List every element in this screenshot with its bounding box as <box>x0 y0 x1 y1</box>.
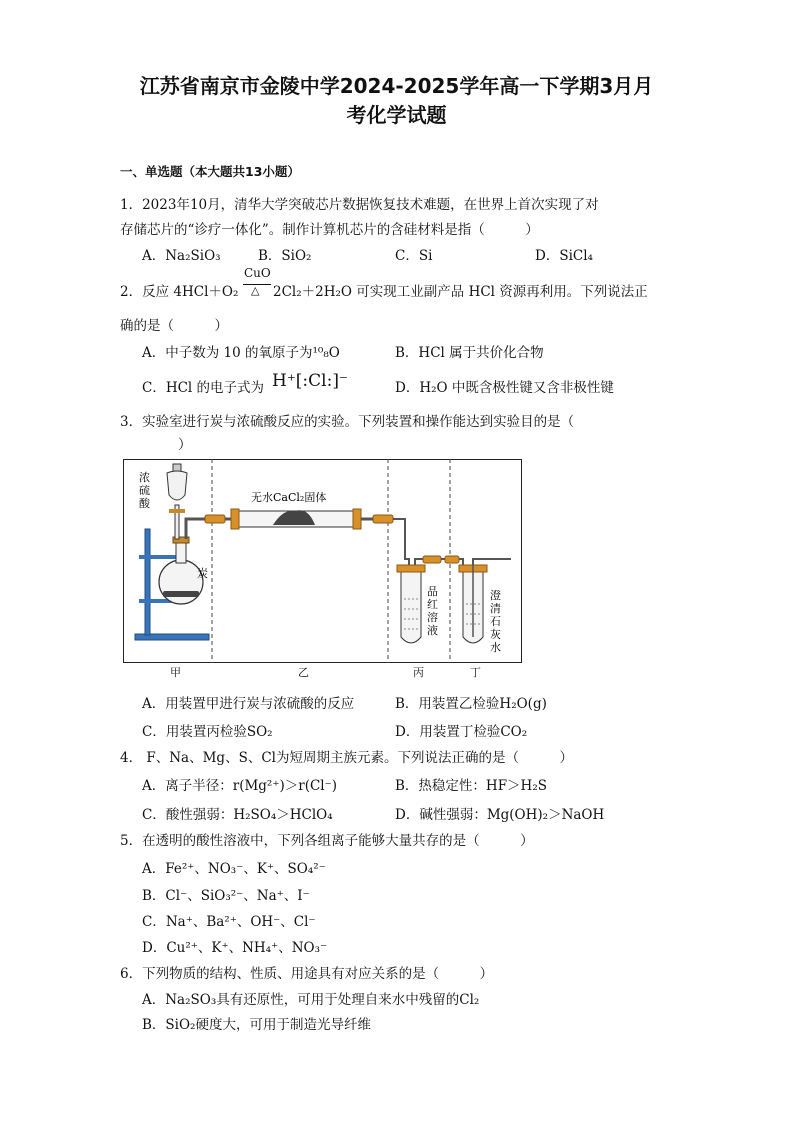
q4-option-d: D．碱性强弱：Mg(OH)₂＞NaOH <box>395 807 605 823</box>
label-bing: 丙 <box>413 666 424 679</box>
page-title: 江苏省南京市金陵中学2024-2025学年高一下学期3月月 <box>139 74 654 98</box>
q3-option-c: C．用装置丙检验SO₂ <box>142 724 273 740</box>
q1-option-c: C．Si <box>395 248 433 264</box>
q4-stem: 4． F、Na、Mg、S、Cl为短周期主族元素。下列说法正确的是（ ） <box>120 750 573 766</box>
q2-stem-prefix: 2．反应 4HCl＋O₂ <box>120 284 239 300</box>
label-limewater-4: 灰 <box>490 628 501 641</box>
q1-option-d: D．SiCl₄ <box>535 248 593 264</box>
label-yi: 乙 <box>298 666 309 679</box>
q1-stem-line1: 1．2023年10月，清华大学突破芯片数据恢复技术难题，在世界上首次实现了对 <box>120 197 599 213</box>
q2-stem-line2: 确的是（ ） <box>120 318 228 334</box>
separatory-funnel <box>167 464 187 539</box>
q6-option-a: A．Na₂SO₃具有还原性，可用于处理自来水中残留的Cl₂ <box>142 992 480 1008</box>
label-conc-acid-1: 浓 <box>139 471 150 484</box>
page-title-line2: 考化学试题 <box>346 103 447 127</box>
label-pinhong-1: 品 <box>427 585 438 598</box>
q3-option-a: A．用装置甲进行炭与浓硫酸的反应 <box>142 696 355 712</box>
section-heading: 一、单选题（本大题共13小题） <box>120 164 300 179</box>
label-limewater-5: 水 <box>490 641 501 654</box>
label-carbon: 炭 <box>197 567 208 580</box>
q2-option-a: A．中子数为 10 的氧原子为¹⁰₈O <box>142 345 340 361</box>
q4-option-c: C．酸性强弱：H₂SO₄＞HClO₄ <box>142 807 333 823</box>
test-tube-pinhong <box>397 565 425 643</box>
q2-electron-formula: H⁺[:Cl:]⁻ <box>272 371 348 391</box>
label-limewater-2: 清 <box>490 602 501 615</box>
test-tube-limewater <box>459 559 511 643</box>
q5-option-d: D．Cu²⁺、K⁺、NH₄⁺、NO₃⁻ <box>142 940 328 956</box>
q3-option-b: B．用装置乙检验H₂O(g) <box>395 696 547 712</box>
q5-option-a: A．Fe²⁺、NO₃⁻、K⁺、SO₄²⁻ <box>142 861 326 877</box>
label-conc-acid-3: 酸 <box>139 497 150 510</box>
q1-option-a: A．Na₂SiO₃ <box>142 248 221 264</box>
q5-stem: 5．在透明的酸性溶液中，下列各组离子能够大量共存的是（ ） <box>120 833 534 849</box>
label-pinhong-4: 液 <box>427 624 438 637</box>
q2-condition-heat: △ <box>251 284 260 297</box>
q2-option-c: C．HCl 的电子式为 <box>142 380 265 396</box>
q1-option-b: B．SiO₂ <box>258 248 312 264</box>
q2-option-d: D．H₂O 中既含极性键又含非极性键 <box>395 380 614 396</box>
label-pinhong-3: 溶 <box>427 611 438 624</box>
label-conc-acid-2: 硫 <box>139 484 150 497</box>
q3-stem-line1: 3．实验室进行炭与浓硫酸反应的实验。下列装置和操作能达到实验目的是（ <box>120 414 575 430</box>
q2-condition-catalyst: CuO <box>244 266 271 280</box>
label-pinhong-2: 红 <box>427 598 438 611</box>
q3-option-d: D．用装置丁检验CO₂ <box>395 724 528 740</box>
q6-stem: 6．下列物质的结构、性质、用途具有对应关系的是（ ） <box>120 966 494 982</box>
q6-option-b: B．SiO₂硬度大，可用于制造光导纤维 <box>142 1017 371 1033</box>
label-jia: 甲 <box>170 666 181 679</box>
label-limewater-3: 石 <box>490 615 501 628</box>
q4-option-b: B．热稳定性：HF＞H₂S <box>395 778 547 794</box>
q2-option-b: B．HCl 属于共价化合物 <box>395 345 544 361</box>
label-ding: 丁 <box>470 666 481 679</box>
q5-option-c: C．Na⁺、Ba²⁺、OH⁻、Cl⁻ <box>142 914 316 930</box>
q1-stem-line2: 存储芯片的“诊疗一体化”。制作计算机芯片的含硅材料是指（ ） <box>120 222 539 238</box>
apparatus-figure <box>123 459 522 663</box>
q3-stem-line2: ） <box>178 437 192 453</box>
label-limewater-1: 澄 <box>490 589 501 602</box>
label-cacl2: 无水CaCl₂固体 <box>251 491 327 504</box>
q2-stem-suffix: 2Cl₂＋2H₂O 可实现工业副产品 HCl 资源再利用。下列说法正 <box>273 284 648 300</box>
q4-option-a: A．离子半径：r(Mg²⁺)＞r(Cl⁻) <box>142 778 337 794</box>
drying-tube <box>225 509 393 529</box>
q5-option-b: B．Cl⁻、SiO₃²⁻、Na⁺、I⁻ <box>142 888 310 904</box>
